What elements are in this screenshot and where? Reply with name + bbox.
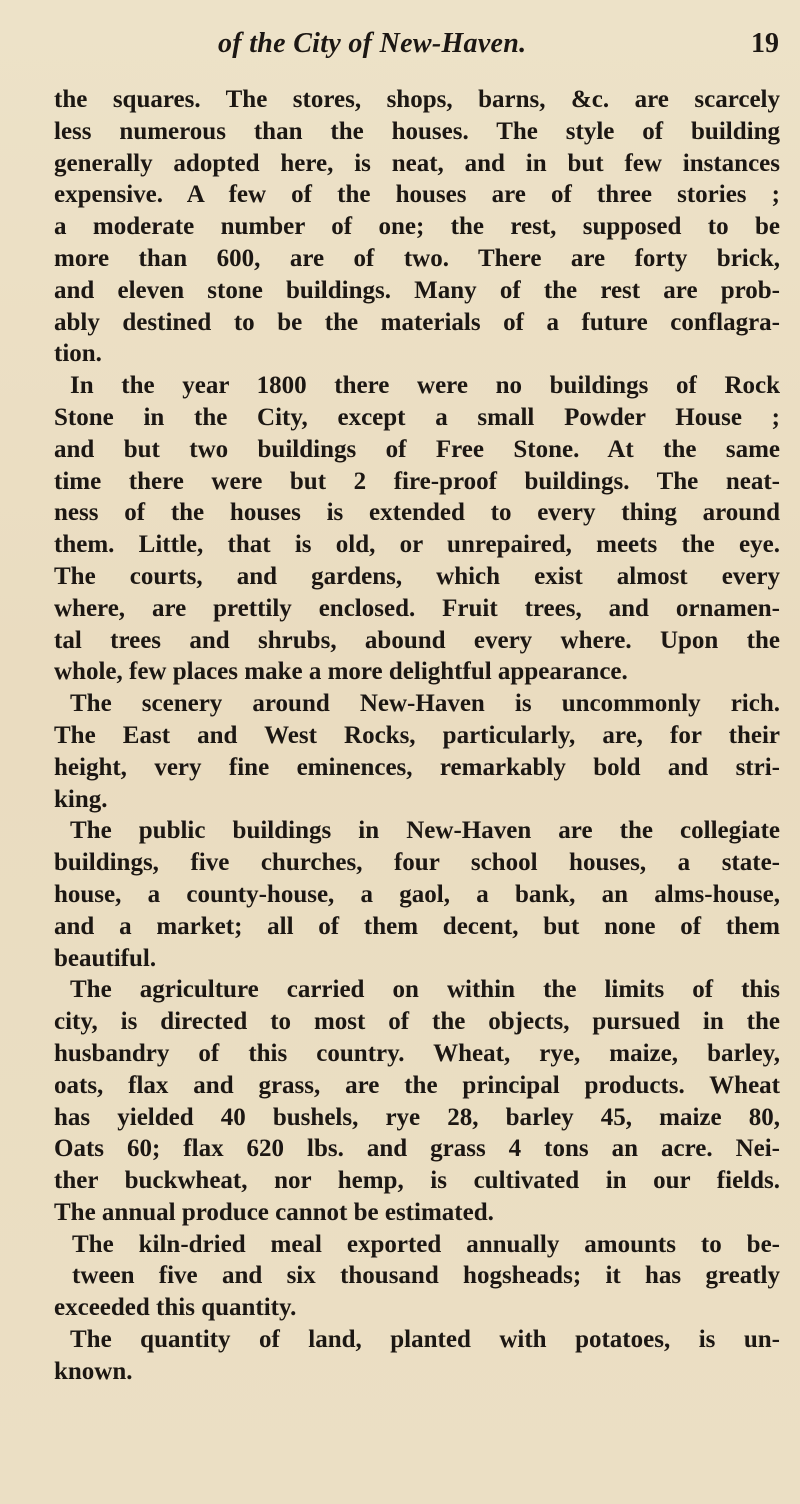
text-line: tion.: [54, 340, 102, 368]
text-line: them. Little, that is old, or unrepaired, meets the eye.: [54, 531, 780, 559]
text-line: The quantity of land, planted with potatoes, is un-: [70, 1326, 780, 1354]
text-line: husbandry of this country. Wheat, rye, maize, barley,: [54, 1039, 780, 1067]
text-line: less numerous than the houses. The style of building: [54, 117, 780, 145]
text-line: height, very fine eminences, remarkably bold and stri-: [54, 753, 780, 781]
text-line: city, is directed to most of the objects, pursued in the: [54, 1008, 780, 1036]
text-line: house, a county-house, a gaol, a bank, an alms-house,: [54, 880, 780, 908]
text-line: and but two buildings of Free Stone. At the same: [54, 435, 780, 463]
text-line: beautiful.: [54, 944, 157, 972]
text-line: tween five and six thousand hogsheads; it has greatly: [72, 1262, 780, 1290]
text-line: and a market; all of them decent, but none of them: [54, 912, 780, 940]
text-line: The East and West Rocks, particularly, are, for their: [54, 721, 780, 749]
text-line: a moderate number of one; the rest, supposed to be: [54, 213, 780, 241]
text-line: and eleven stone buildings. Many of the rest are prob-: [54, 276, 780, 304]
text-line: more than 600, are of two. There are forty brick,: [54, 244, 780, 272]
text-line: The agriculture carried on within the limits of this: [70, 976, 780, 1004]
text-line: expensive. A few of the houses are of three stories ;: [54, 181, 780, 209]
text-line: The kiln-dried meal exported annually amounts to be-: [72, 1230, 780, 1258]
text-line: ably destined to be the materials of a future conflagra-: [54, 308, 780, 336]
text-line: The scenery around New-Haven is uncommonly rich.: [70, 690, 780, 718]
text-line: exceeded this quantity.: [54, 1294, 297, 1322]
text-line: tal trees and shrubs, abound every where. Upon the: [54, 626, 780, 654]
text-line: time there were but 2 fire-proof buildings. The neat-: [54, 467, 780, 495]
text-line: buildings, five churches, four school houses, a state-: [54, 849, 780, 877]
text-line: Stone in the City, except a small Powder House ;: [54, 403, 780, 431]
page-number: 19: [751, 28, 779, 59]
running-title: of the City of New-Haven.: [218, 28, 527, 59]
text-line: known.: [54, 1357, 133, 1385]
text-line: where, are prettily enclosed. Fruit trees, and ornamen-: [54, 594, 780, 622]
running-head: [0, 24, 800, 68]
text-line: The courts, and gardens, which exist almost every: [54, 562, 780, 590]
text-line: the squares. The stores, shops, barns, &c. are scarcely: [54, 86, 780, 113]
text-line: king.: [54, 785, 108, 813]
text-line: In the year 1800 there were no buildings of Rock: [70, 372, 780, 400]
text-line: ther buckwheat, nor hemp, is cultivated in our fields.: [54, 1167, 780, 1195]
text-line: generally adopted here, is neat, and in but few instances: [54, 149, 780, 177]
text-line: ness of the houses is extended to every thing around: [54, 499, 780, 527]
text-line: Oats 60; flax 620 lbs. and grass 4 tons an acre. Nei-: [54, 1135, 780, 1163]
text-line: has yielded 40 bushels, rye 28, barley 45, maize 80,: [54, 1103, 780, 1131]
text-line: The annual produce cannot be estimated.: [54, 1198, 494, 1226]
text-line: The public buildings in New-Haven are the collegiate: [70, 817, 780, 845]
body-text: [54, 84, 780, 1388]
text-line: oats, flax and grass, are the principal products. Wheat: [54, 1071, 780, 1099]
text-line: whole, few places make a more delightful appearance.: [54, 658, 628, 686]
